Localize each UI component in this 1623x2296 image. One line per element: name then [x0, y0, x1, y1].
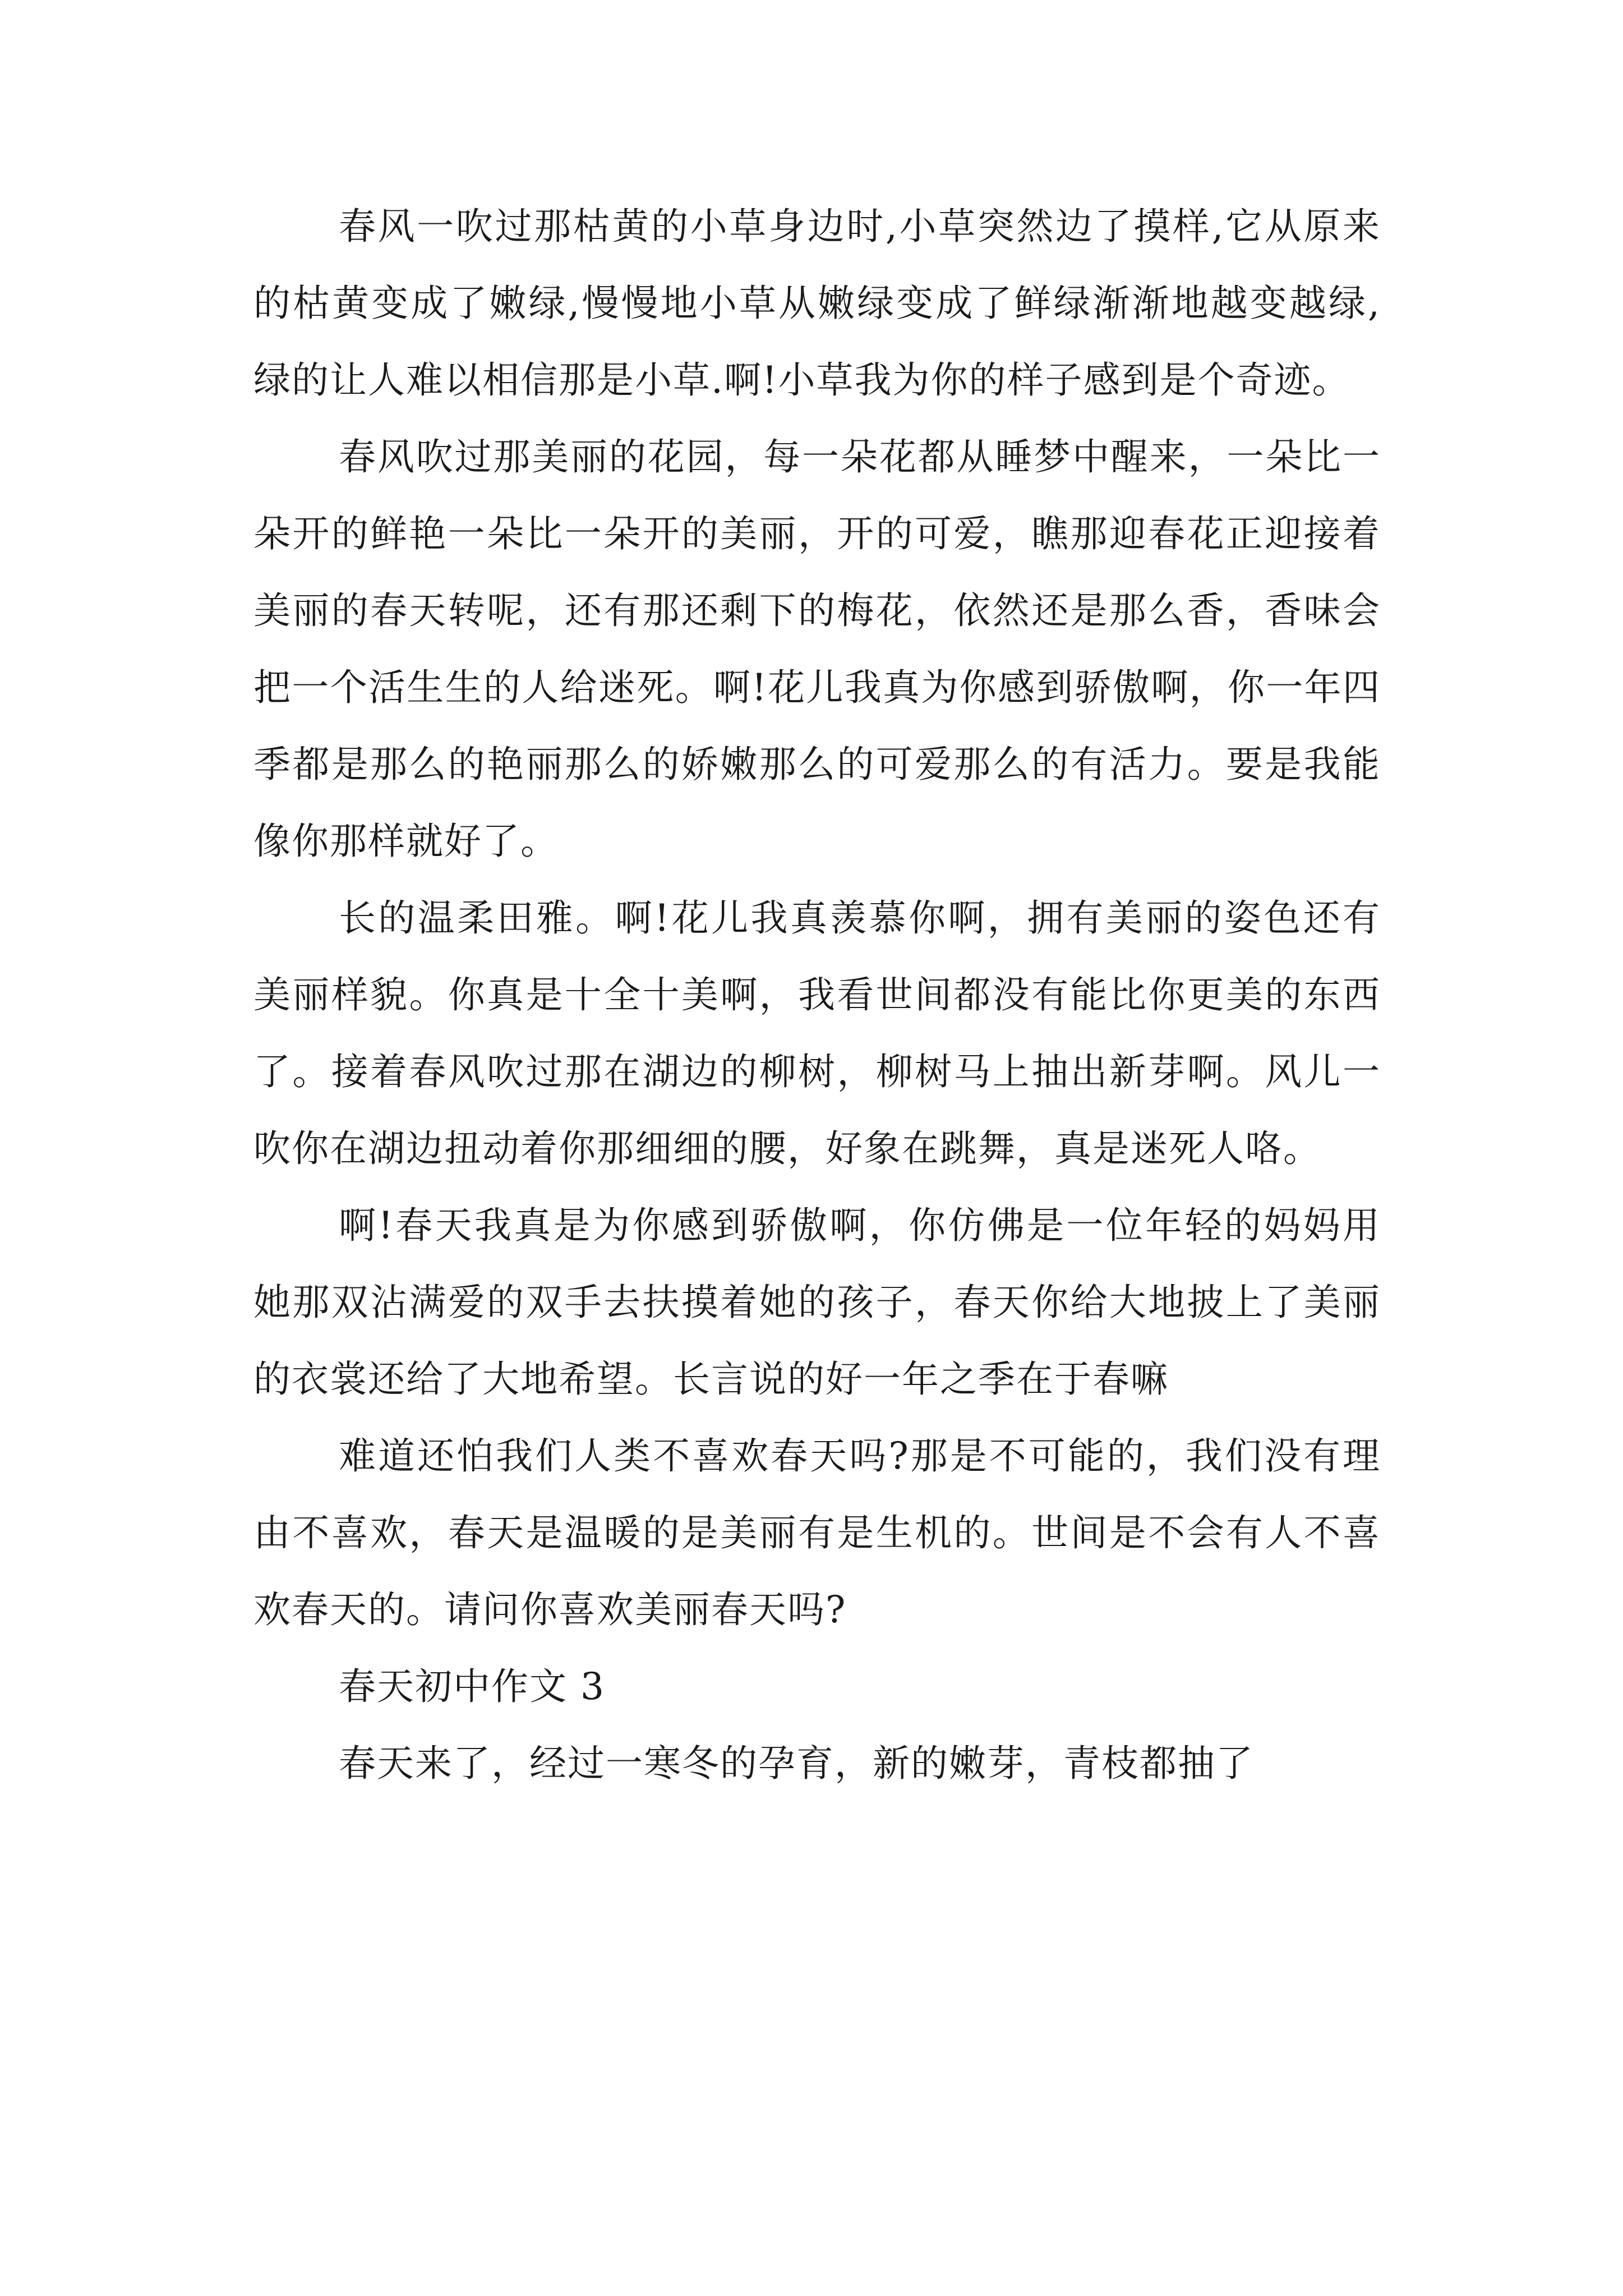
section-heading: 春天初中作文 3 [339, 1665, 605, 1708]
paragraph-5: 难道还怕我们人类不喜欢春天吗?那是不可能的，我们没有理由不喜欢，春天是温暖的是美丽有是生机的。世间是不会有人不喜欢春天的。请问你喜欢美丽春天吗? [253, 1434, 1381, 1631]
document-body [253, 188, 1381, 1802]
paragraph-6: 春天来了，经过一寒冬的孕育，新的嫩芽，青枝都抽了 [339, 1742, 1254, 1785]
paragraph-2: 春风吹过那美丽的花园，每一朵花都从睡梦中醒来，一朵比一朵开的鲜艳一朵比一朵开的美丽，开的可爱，瞧那迎春花正迎接着美丽的春天转呢，还有那还剩下的梅花，依然还是那么香，香味会把一个活生生的人给迷死。啊!花儿我真为你感到骄傲啊，你一年四季都是那么的艳丽那么的娇嫩那么的可爱那么的有活力。要是我能像你那样就好了。 [253, 435, 1381, 863]
paragraph-3: 长的温柔田雅。啊!花儿我真羡慕你啊，拥有美丽的姿色还有美丽样貌。你真是十全十美啊，我看世间都没有能比你更美的东西了。接着春风吹过那在湖边的柳树，柳树马上抽出新芽啊。风儿一吹你在湖边扭动着你那细细的腰，好象在跳舞，真是迷死人咯。 [253, 896, 1381, 1170]
paragraph-4: 啊!春天我真是为你感到骄傲啊，你仿佛是一位年轻的妈妈用她那双沾满爱的双手去扶摸着她的孩子，春天你给大地披上了美丽的衣裳还给了大地希望。长言说的好一年之季在于春嘛 [253, 1204, 1381, 1401]
paragraph-1: 春风一吹过那枯黄的小草身边时,小草突然边了摸样,它从原来的枯黄变成了嫩绿,慢慢地小草从嫩绿变成了鲜绿渐渐地越变越绿,绿的让人难以相信那是小草.啊!小草我为你的样子感到是个奇迹。 [253, 205, 1381, 402]
